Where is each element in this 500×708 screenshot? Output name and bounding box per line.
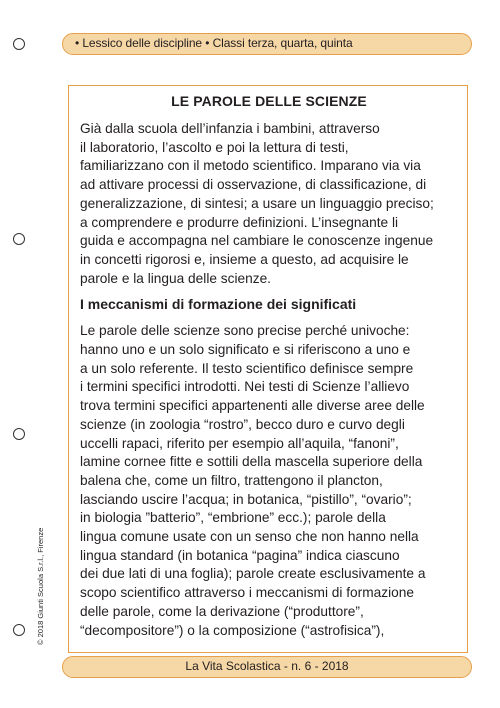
binder-hole-4: [13, 624, 25, 636]
text-line: lingua standard (in botanica “pagina” indica ciascuno: [80, 547, 400, 563]
text-line: dei due lati di una foglia); parole create esclusivamente a: [80, 566, 426, 582]
text-line: in concetti rigorosi e, insieme a questo, ad acquisire le: [80, 251, 409, 267]
text-line: balena che, come un filtro, trattengono il plancton,: [80, 472, 383, 488]
text-line: scopo scientifico attraverso i meccanismi di formazione: [80, 585, 414, 601]
copyright-notice: © 2018 Giunti Scuola S.r.l., Firenze: [36, 527, 45, 645]
text-line: “decompositore”) o la composizione (“astrofisica”),: [80, 622, 385, 638]
binder-hole-2: [13, 233, 25, 245]
text-line: ad attivare processi di osservazione, di classificazione, di: [80, 177, 427, 193]
text-line: Già dalla scuola dell’infanzia i bambini, attraverso: [80, 121, 380, 136]
text-line: hanno uno e un solo significato e si riferiscono a uno e: [80, 342, 411, 358]
text-line: lasciando uscire l’acqua; in botanica, “pistillo”, “ovario”;: [80, 491, 412, 507]
text-line: i termini specifici introdotti. Nei testi di Scienze l’allievo: [80, 379, 410, 395]
text-line: delle parole, come la derivazione (“produttore”,: [80, 603, 364, 619]
text-line: generalizzazione, di sintesi; a usare un linguaggio preciso;: [80, 195, 434, 211]
footer-banner: La Vita Scolastica - n. 6 - 2018: [62, 656, 472, 678]
text-line: uccelli rapaci, riferito per esempio all’aquila, “fanoni”,: [80, 435, 399, 451]
text-line: lingua comune usate con un senso che non hanno nella: [80, 529, 419, 545]
text-line: trova termini specifici appartenenti alle diverse aree delle: [80, 398, 425, 414]
article-title: LE PAROLE DELLE SCIENZE: [171, 93, 367, 109]
intro-paragraph: [80, 120, 458, 288]
header-banner: • Lessico delle discipline • Classi terza, quarta, quinta: [62, 33, 472, 55]
section-subtitle: I meccanismi di formazione dei significati: [80, 296, 357, 313]
text-line: guida e accompagna nel cambiare le conoscenze ingenue: [80, 233, 434, 249]
text-line: scienze (in zoologia “rostro”, becco duro e curvo degli: [80, 416, 405, 432]
text-line: a un solo referente. Il testo scientifico definisce sempre: [80, 360, 414, 376]
article: [80, 90, 458, 640]
text-line: il laboratorio, l’ascolto e poi la lettura di testi,: [80, 139, 349, 155]
body-paragraph: [80, 322, 458, 640]
text-line: lamine cornee fitte e sottili della mascella superiore della: [80, 454, 423, 470]
text-line: a comprendere e produrre definizioni. L’insegnante li: [80, 214, 399, 230]
binder-hole-3: [13, 428, 25, 440]
text-line: in biologia ”batterio”, “embrione” ecc.); parole della: [80, 510, 386, 526]
text-line: parole e la lingua delle scienze.: [80, 270, 271, 286]
text-line: familiarizzano con il metodo scientifico. Imparano via via: [80, 158, 421, 174]
binder-hole-1: [13, 38, 25, 50]
text-line: Le parole delle scienze sono precise perché univoche:: [80, 323, 410, 339]
